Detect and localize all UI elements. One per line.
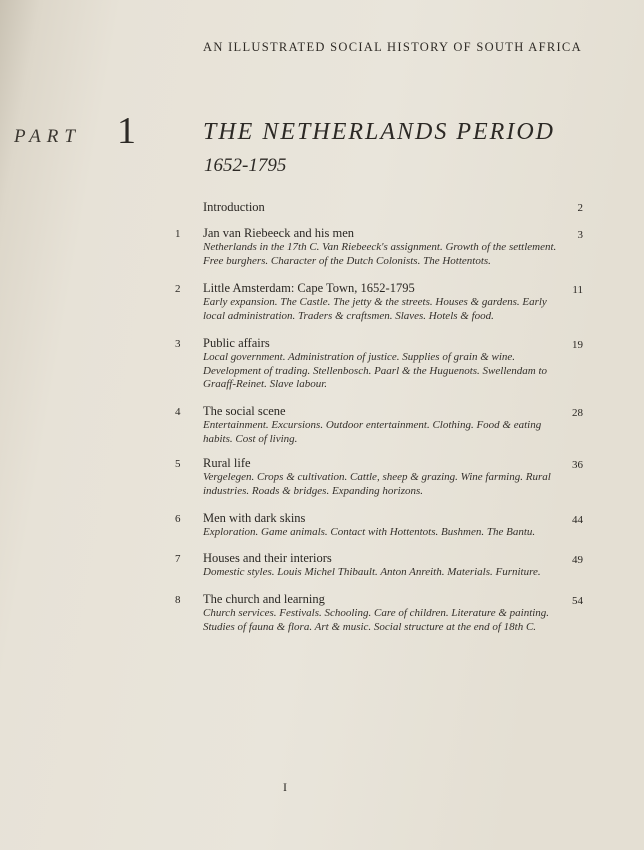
running-head: AN ILLUSTRATED SOCIAL HISTORY OF SOUTH AFRICA	[203, 40, 582, 54]
chapter-page: 44	[572, 514, 583, 526]
chapter-title: The church and learning	[203, 592, 325, 606]
chapter-subtopics: Domestic styles. Louis Michel Thibault. Anton Anreith. Materials. Furniture.	[203, 566, 541, 578]
chapter-title: Men with dark skins	[203, 511, 306, 525]
chapter-subtopics: Early expansion. The Castle. The jetty & the streets. Houses & gardens. Early local administration. Traders & craftsmen. Slaves. Hotels & food.	[203, 296, 547, 322]
chapter-page: 28	[572, 407, 583, 419]
chapter-number: 2	[175, 283, 181, 295]
chapter-number: 8	[175, 594, 181, 606]
chapter-title: Public affairs	[203, 336, 270, 350]
chapter-number: 3	[175, 338, 181, 350]
chapter-page: 36	[572, 459, 583, 471]
intro-title: Introduction	[203, 200, 265, 214]
chapter-number: 4	[175, 406, 181, 418]
chapter-page: 11	[572, 284, 583, 296]
part-dates: 1652-1795	[204, 155, 287, 176]
chapter-title: Little Amsterdam: Cape Town, 1652-1795	[203, 281, 415, 295]
chapter-number: 6	[175, 513, 181, 525]
chapter-number: 7	[175, 553, 181, 565]
chapter-page: 19	[572, 339, 583, 351]
chapter-subtopics: Exploration. Game animals. Contact with Hottentots. Bushmen. The Bantu.	[203, 526, 536, 538]
chapter-page: 3	[577, 229, 583, 241]
chapter-number: 5	[175, 458, 181, 470]
chapter-title: The social scene	[203, 404, 286, 418]
part-title: THE NETHERLANDS PERIOD	[203, 119, 555, 145]
chapter-subtopics: Vergelegen. Crops & cultivation. Cattle, sheep & grazing. Wine farming. Rural industries. Roads & bridges. Expanding horizons.	[203, 471, 551, 497]
chapter-page: 49	[572, 554, 583, 566]
chapter-title: Jan van Riebeeck and his men	[203, 226, 354, 240]
intro-page: 2	[577, 202, 583, 214]
chapter-subtopics: Entertainment. Excursions. Outdoor entertainment. Clothing. Food & eating habits. Cost of living.	[203, 419, 542, 445]
chapter-title: Rural life	[203, 456, 251, 470]
intro-entry	[203, 200, 583, 215]
chapter-title: Houses and their interiors	[203, 551, 332, 565]
part-label: PART	[14, 126, 81, 147]
chapter-subtopics: Local government. Administration of justice. Supplies of grain & wine. Development of trading. Stellenbosch. Paarl & the Huguenots. Swellendam to Graaff-Reinet. Slave labour.	[203, 351, 548, 390]
part-number: 1	[117, 110, 136, 152]
chapter-number: 1	[175, 228, 181, 240]
page-folio: I	[283, 780, 287, 794]
chapter-page: 54	[572, 595, 583, 607]
chapter-subtopics: Church services. Festivals. Schooling. Care of children. Literature & painting. Studies of fauna & flora. Art & music. Social structure at the end of 18th C.	[203, 607, 550, 633]
chapter-subtopics: Netherlands in the 17th C. Van Riebeeck's assignment. Growth of the settlement. Free burghers. Character of the Dutch Colonists. The Hottentots.	[203, 241, 557, 267]
